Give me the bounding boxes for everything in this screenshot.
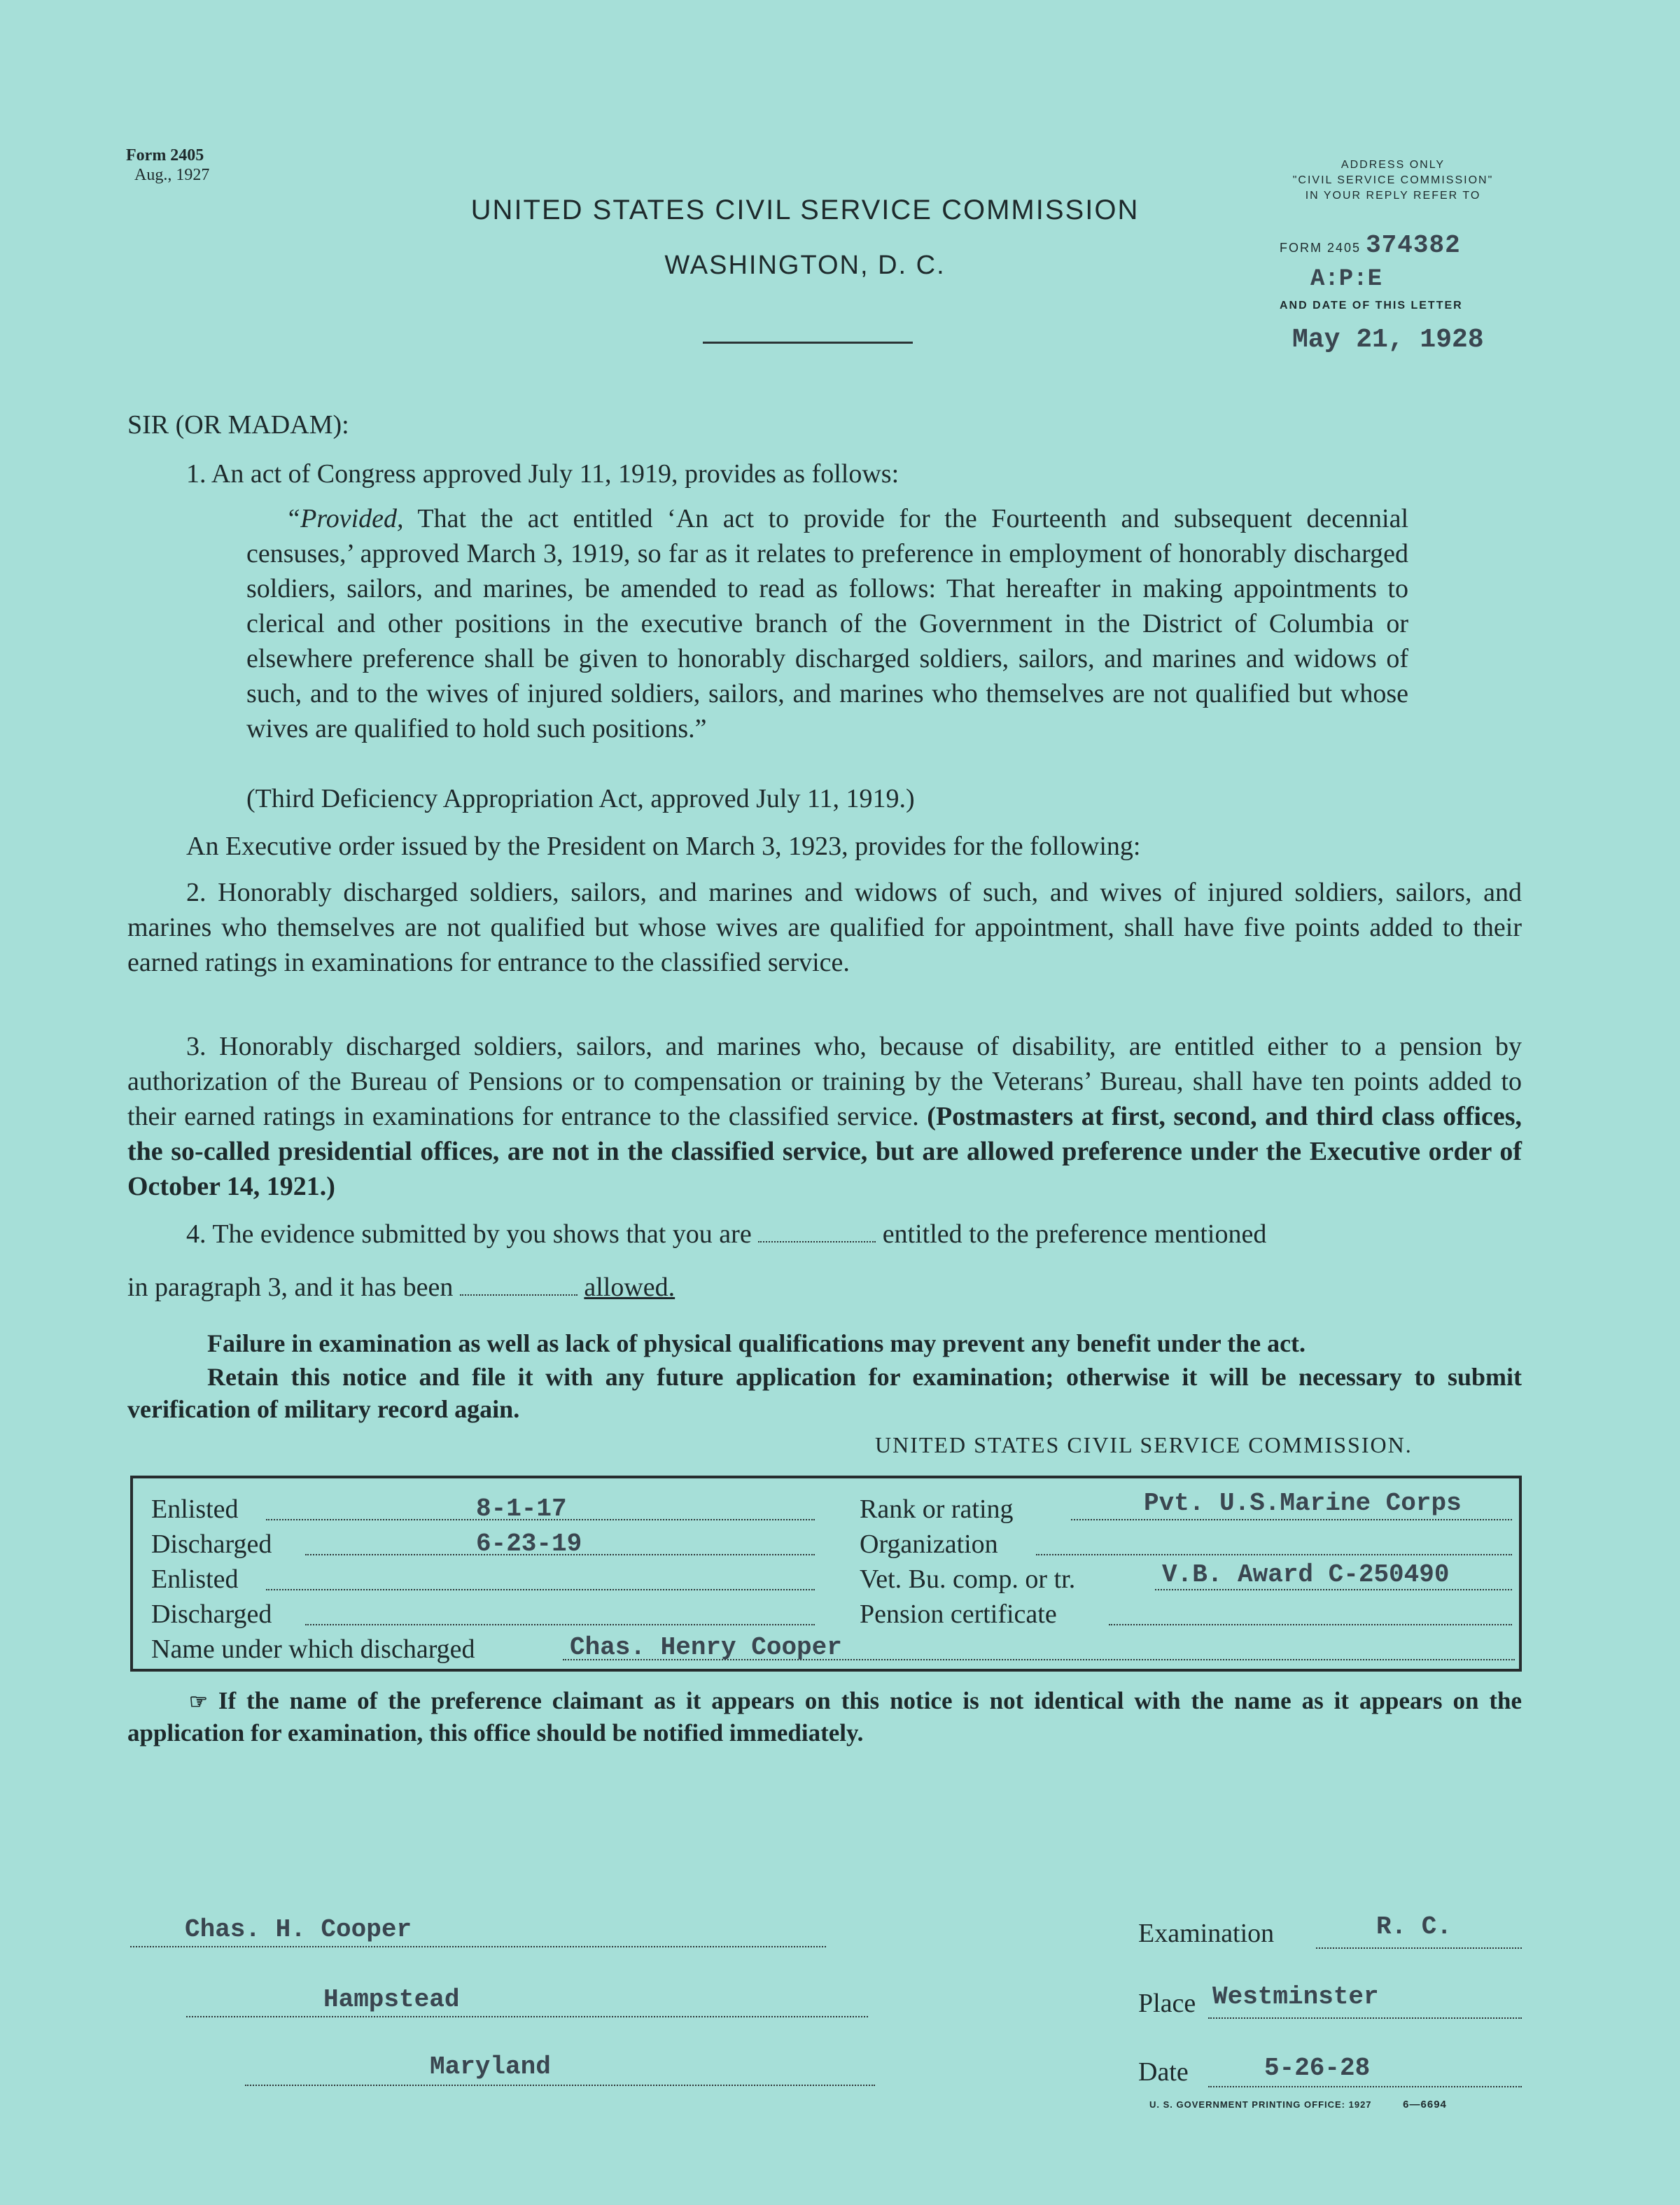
address-town: Hampstead	[323, 1985, 460, 2014]
address-name: Chas. H. Cooper	[185, 1915, 412, 1944]
preference-status-blank	[758, 1220, 876, 1242]
paragraph-3	[127, 1029, 1522, 1204]
date-value: 5-26-28	[1264, 2054, 1371, 2082]
examination-value: R. C.	[1376, 1912, 1452, 1941]
quote-lead: “Provided,	[286, 504, 404, 533]
pension-line	[1109, 1624, 1512, 1625]
reference-instructions	[1260, 158, 1526, 204]
reference-date-label: AND DATE OF THIS LETTER	[1280, 300, 1463, 312]
discharged-2-label: Discharged	[151, 1600, 272, 1629]
vet-bureau-label: Vet. Bu. comp. or tr.	[860, 1564, 1076, 1594]
place-label: Place	[1138, 1989, 1196, 2018]
reference-form	[1280, 231, 1461, 260]
vet-bureau-value: V.B. Award C-250490	[1162, 1560, 1450, 1589]
paragraph-4-line2	[127, 1270, 1522, 1305]
organization-line	[1036, 1554, 1512, 1555]
paragraph-4-mid: entitled to the preference mentioned	[882, 1219, 1267, 1249]
paragraph-4-start: 4. The evidence submitted by you shows that you are	[186, 1219, 752, 1249]
letter-date: May 21, 1928	[1292, 325, 1484, 355]
form-number-block	[126, 146, 209, 185]
allowance-status-blank	[460, 1273, 578, 1296]
quote-text: That the act entitled ‘An act to provide for the Fourteenth and subsequent decennial censuses,’ approved March 3, 1919, so far as it relates to preference in employment of honorably discharged soldiers, sailors, and marines, be amended to read as follows: That hereafter in making appointments to clerical and other positions in the executive branch of the Government in the District of Columbia or elsewhere preference shall be given to honorably discharged soldiers, sailors, and marines and widows of such, and to the wives of injured soldiers, sailors, and marines who themselves are not qualified but whose wives are qualified to hold such positions.”	[246, 504, 1408, 743]
organization-label: Organization	[860, 1530, 998, 1559]
quoted-act	[246, 501, 1408, 746]
reference-code: A:P:E	[1310, 266, 1382, 293]
address-state: Maryland	[430, 2052, 551, 2081]
salutation: SIR (OR MADAM):	[127, 410, 349, 440]
pension-label: Pension certificate	[860, 1600, 1057, 1629]
paragraph-3-text: 3. Honorably discharged soldiers, sailors, and marines who, because of disability, are entitled either to a pension by authorization of the Bureau of Pensions or to compensation or training by the Veterans’ Bureau, shall have ten points added to their earned ratings in examinations for entrance to the classified service.	[127, 1032, 1522, 1131]
commission-signature: UNITED STATES CIVIL SERVICE COMMISSION.	[875, 1432, 1413, 1457]
pointing-hand-icon: ☞	[189, 1690, 208, 1714]
enlisted-value: 8-1-17	[476, 1494, 567, 1523]
rank-label: Rank or rating	[860, 1494, 1014, 1524]
rank-value: Pvt. U.S.Marine Corps	[1144, 1489, 1462, 1518]
reference-form-label: FORM 2405	[1280, 241, 1362, 255]
discharged-value: 6-23-19	[476, 1530, 582, 1558]
paragraph-1: 1. An act of Congress approved July 11, 1919, provides as follows:	[186, 459, 899, 489]
paragraph-4-line1	[186, 1217, 1523, 1252]
reference-line-3: IN YOUR REPLY REFER TO	[1305, 190, 1481, 202]
paragraph-2: 2. Honorably discharged soldiers, sailors, and marines and widows of such, and wives of injured soldiers, sailors, and marines who themselves are not qualified but whose wives are qualified for appointment, shall have five points added to their earned ratings in examinations for entrance to the classified service.	[127, 878, 1522, 977]
agency-location: WASHINGTON, D. C.	[664, 251, 946, 280]
quote-source: (Third Deficiency Appropriation Act, approved July 11, 1919.)	[246, 784, 915, 813]
name-mismatch-notice	[127, 1686, 1522, 1749]
paragraph-4-end: allowed.	[584, 1273, 676, 1302]
reference-line-2: "CIVIL SERVICE COMMISSION"	[1292, 174, 1494, 186]
discharge-name-label: Name under which discharged	[151, 1634, 475, 1664]
paragraph-4-cont: in paragraph 3, and it has been	[127, 1273, 454, 1302]
form-print-number: 6—6694	[1403, 2099, 1447, 2110]
notice-text: If the name of the preference claimant as it appears on this notice is not identical with the name as it appears on the application for examination, this office should be notified immediately.	[127, 1687, 1522, 1746]
address-town-line	[186, 2015, 868, 2017]
military-record-box	[130, 1476, 1522, 1672]
examination-label: Examination	[1138, 1919, 1275, 1948]
discharged-2-line	[305, 1624, 815, 1625]
form-number: Form 2405	[126, 146, 204, 164]
warning-retain: Retain this notice and file it with any future application for examination; otherwise it will be necessary to submit verification of military record again.	[127, 1363, 1522, 1423]
form-date: Aug., 1927	[134, 166, 210, 184]
header-divider	[703, 342, 913, 344]
reference-number: 374382	[1366, 231, 1461, 260]
enlisted-2-label: Enlisted	[151, 1564, 239, 1594]
date-label: Date	[1138, 2057, 1189, 2087]
executive-order: An Executive order issued by the President on March 3, 1923, provides for the following:	[186, 832, 1141, 861]
paragraph-3-postmasters: (Postmasters at first, second, and third class offices, the so-called presidential offices, are not in the classified service, but are allowed preference under the Executive order of October 14, 1921.)	[127, 1102, 1522, 1201]
discharge-name-value: Chas. Henry Cooper	[570, 1633, 842, 1662]
agency-title: UNITED STATES CIVIL SERVICE COMMISSION	[470, 195, 1140, 225]
place-value: Westminster	[1212, 1982, 1379, 2011]
reference-line-1: ADDRESS ONLY	[1340, 159, 1446, 171]
vet-bureau-line	[1155, 1589, 1512, 1590]
discharged-label: Discharged	[151, 1530, 272, 1559]
examination-line	[1316, 1946, 1522, 1949]
enlisted-label: Enlisted	[151, 1494, 239, 1524]
date-line	[1208, 2085, 1522, 2087]
place-line	[1208, 2016, 1522, 2019]
enlisted-2-line	[266, 1589, 815, 1590]
address-name-line	[130, 1945, 826, 1947]
printing-office	[1149, 2099, 1447, 2110]
address-state-line	[245, 2083, 875, 2086]
printing-office-text: U. S. GOVERNMENT PRINTING OFFICE: 1927	[1149, 2099, 1372, 2110]
rank-line	[1071, 1519, 1512, 1520]
warning-failure: Failure in examination as well as lack of physical qualifications may prevent any benefit under the act.	[207, 1329, 1306, 1357]
